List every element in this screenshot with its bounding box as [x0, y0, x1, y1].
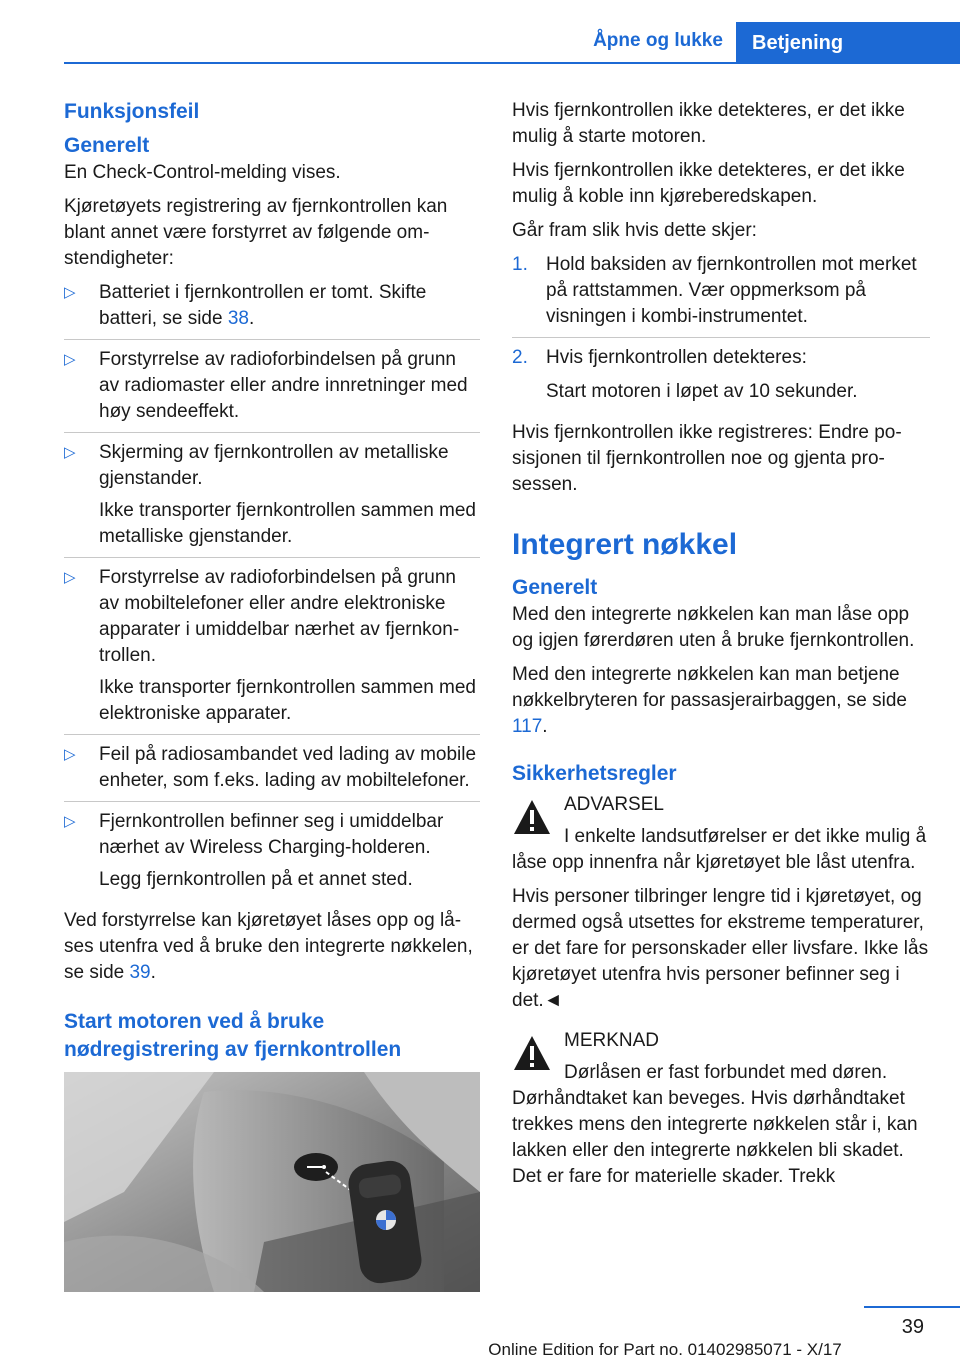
list-item [512, 345, 930, 412]
triangle-bullet-icon: ▷ [64, 746, 76, 763]
header-chapter-tab: Betjening [736, 22, 960, 64]
list-item-subtext: Ikke transporter fjernkontrollen sammen med elektroniske apparater. [99, 677, 476, 724]
left-column [64, 98, 480, 1292]
note-block [512, 1028, 930, 1054]
warning-triangle-icon [512, 1034, 552, 1072]
subheading-general: Generelt [64, 134, 150, 157]
page-link-117[interactable]: 117 [512, 716, 543, 737]
warning-block [512, 792, 930, 818]
subheading-general: Generelt [512, 576, 598, 599]
section-heading-integrated-key: Integrert nøkkel [512, 528, 738, 561]
edition-footer: Online Edition for Part no. 01402985071 - X/17 [488, 1340, 842, 1359]
section-heading-malfunction: Funksjonsfeil [64, 100, 200, 123]
list-item-subtext: Legg fjernkontrollen på et annet sted. [99, 869, 413, 890]
list-item-text: Batteriet i fjernkontrollen er tomt. Skifte batteri, se side [99, 282, 427, 329]
list-item-text: Fjernkontrollen befinner seg i umiddelbar nærhet av Wireless Charging-holderen. [99, 811, 444, 858]
header-section-title: Åpne og lukke [593, 30, 723, 51]
step-text: Hvis fjernkontrollen detekteres: [546, 347, 807, 368]
bullet-list [64, 280, 480, 900]
steering-column-photo [64, 1072, 480, 1292]
numbered-list [512, 252, 930, 412]
triangle-bullet-icon: ▷ [64, 351, 76, 368]
page-link-39[interactable]: 39 [129, 962, 151, 983]
paragraph: En Check-Control-melding vises. [64, 162, 341, 183]
paragraph: Hvis fjernkontrollen ikke detekteres, er det ikke mulig å starte motoren. [512, 100, 905, 147]
triangle-bullet-icon: ▷ [64, 284, 76, 301]
list-item-text: Forstyrrelse av radioforbindelsen på grunn av mobiltelefoner eller andre elektroniske apparater i umiddelbar nærhet av fjernkontrollen. [99, 567, 460, 666]
triangle-bullet-icon: ▷ [64, 813, 76, 830]
step-number: 2. [512, 347, 528, 368]
paragraph: Kjøretøyets registrering av fjernkontrollen kan blant annet være forstyrret av følgende omstendigheter: [64, 196, 448, 269]
list-item-text: Forstyrrelse av radioforbindelsen på grunn av radiomaster eller andre innretninger med høy sendeeffekt. [99, 349, 468, 422]
warning-text: I enkelte landsutførelser er det ikke mulig å låse opp innenfra når kjøretøyet ble låst utenfra. [512, 826, 927, 873]
page-number: 39 [901, 1316, 924, 1338]
list-item [64, 742, 480, 802]
paragraph: Hvis personer tilbringer lengre tid i kjøretøyet, og dermed også utsettes for ekstreme temperaturer, er det fare for personskader eller livsfare. Ikke lås kjøretøyet utenfra hvis personer befinner seg i det.◄ [512, 886, 929, 1011]
subheading-emergency-start: Start motoren ved å bruke nødregistrering av fjernkontrollen [64, 1010, 402, 1061]
paragraph: Går fram slik hvis dette skjer: [512, 220, 757, 241]
list-item [64, 347, 480, 433]
paragraph: Med den integrerte nøkkelen kan man låse opp og igjen førerdøren uten å bruke fjernkontrollen. [512, 604, 915, 651]
triangle-bullet-icon: ▷ [64, 444, 76, 461]
paragraph: Hvis fjernkontrollen ikke registreres: Endre posisjonen til fjernkontrollen noe og gjenta prosessen. [512, 422, 902, 495]
list-item-text: Skjerming av fjernkontrollen av metalliske gjenstander. [99, 442, 449, 489]
step-text: Hold baksiden av fjernkontrollen mot merket på rattstammen. Vær oppmerksom på visningen i kombi-instrumentet. [546, 254, 917, 327]
step-subtext: Start motoren i løpet av 10 sekunder. [546, 381, 858, 402]
list-item [512, 252, 930, 338]
footer-rule [864, 1306, 960, 1308]
list-item-subtext: Ikke transporter fjernkontrollen sammen med metalliske gjenstander. [99, 500, 476, 547]
paragraph: Med den integrerte nøkkelen kan man betjene nøkkelbryteren for passasjerairbaggen, se side 117. [512, 664, 907, 737]
list-item [64, 565, 480, 735]
note-text: Dørlåsen er fast forbundet med døren. Dørhåndtaket kan beveges. Hvis dørhåndtaket trekkes mens den integrerte nøkkelen står i, kan lakken eller den integrerte nøkkelen bli skadet. Det er fare for materielle skader. Trekk [512, 1062, 918, 1187]
triangle-bullet-icon: ▷ [64, 569, 76, 586]
note-label: MERKNAD [564, 1030, 660, 1051]
subheading-safety-rules: Sikkerhetsregler [512, 762, 677, 785]
warning-triangle-icon [512, 798, 552, 836]
page-link-38[interactable]: 38 [227, 308, 249, 329]
paragraph: Hvis fjernkontrollen ikke detekteres, er det ikke mulig å koble inn kjøreberedskapen. [512, 160, 905, 207]
steering-column-illustration [64, 1072, 480, 1292]
step-number: 1. [512, 254, 528, 275]
list-item-text: Feil på radiosambandet ved lading av mobile enheter, som f.eks. lading av mobiltelefoner. [99, 744, 477, 791]
list-item [64, 440, 480, 558]
warning-label: ADVARSEL [564, 794, 664, 815]
list-item [64, 809, 480, 900]
paragraph: Ved forstyrrelse kan kjøretøyet låses opp og låses utenfra ved å bruke den integrerte nøkkelen, se side 39. [64, 910, 473, 983]
right-column [512, 98, 930, 1198]
list-item: ▷ Batteriet i fjernkontrollen er tomt. Skifte batteri, se side 38. [64, 280, 480, 340]
